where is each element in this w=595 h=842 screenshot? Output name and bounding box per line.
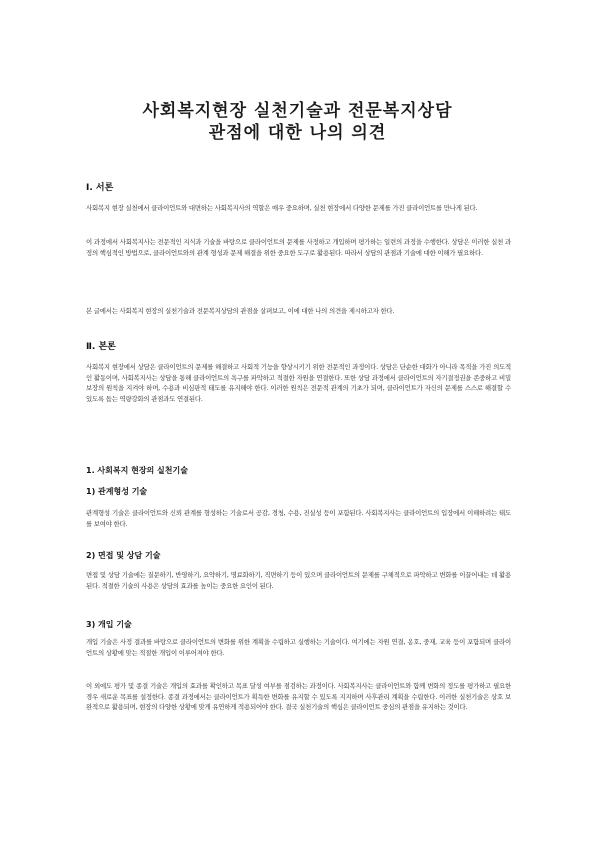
subheading-practice-skills: 1. 사회복지 현장의 실천기술 [86,466,188,475]
intro-paragraph-1: 사회복지 현장 실천에서 클라이언트와 대면하는 사회복지사의 역할은 매우 중요하며, 실천 현장에서 다양한 문제를 가진 클라이언트를 만나게 된다. [86,204,478,212]
body-paragraph-5: 이 외에도 평가 및 종결 기술은 개입의 효과를 확인하고 목표 달성 여부를 점검하는 과정이다. 사회복지사는 클라이언트와 함께 변화의 정도를 평가하고 필요한 경우 새로운 목표를 설정한다. 종결 과정에서는 클라이언트가 획득한 변화를 유지할 수 있도록 지지하며 사후관리 계획을 수립한다. 이러한 실천기술은 상호 보완적으로 활용되며, 현장의 다양한 상황에 맞게 유연하게 적용되어야 한다. 결국 실천기술의 핵심은 클라이언트 중심의 관점을 유지하는 것이다. [86,682,511,711]
body-paragraph-4: 개입 기술은 사정 결과를 바탕으로 클라이언트의 변화를 위한 계획을 수립하고 실행하는 기술이다. 여기에는 자원 연결, 옹호, 중재, 교육 등이 포함되며 클라이언트의 상황에 맞는 적절한 개입이 이루어져야 한다. [86,638,511,657]
body-paragraph-1: 사회복지 현장에서 상담은 클라이언트의 문제를 해결하고 사회적 기능을 향상시키기 위한 전문적인 과정이다. 상담은 단순한 대화가 아니라 목적을 가진 의도적인 활동이며, 사회복지사는 상담을 통해 클라이언트의 욕구를 파악하고 적절한 자원을 연결한다. 또한 상담 과정에서 클라이언트의 자기결정권을 존중하고 비밀보장의 원칙을 지켜야 하며, 수용과 비심판적 태도를 유지해야 한다. 이러한 원칙은 전문적 관계의 기초가 되며, 클라이언트가 자신의 문제를 스스로 해결할 수 있도록 돕는 역량강화의 관점과도 연결된다. [86,363,511,403]
intro-paragraph-2: 이 과정에서 사회복지사는 전문적인 지식과 기술을 바탕으로 클라이언트의 문제를 사정하고 개입하며 평가하는 일련의 과정을 수행한다. 상담은 이러한 실천 과정의 핵심적인 방법으로, 클라이언트와의 관계 형성과 문제 해결을 위한 중요한 도구로 활용된다. 따라서 상담의 관점과 기술에 대한 이해가 필요하다. [86,238,511,257]
section-heading-body: Ⅱ. 본론 [86,342,116,352]
subheading-intervention: 3) 개입 기술 [86,620,132,629]
document-title [60,100,535,144]
title-line-2: 관점에 대한 나의 의견 [208,123,387,143]
body-paragraph-3: 면접 및 상담 기술에는 질문하기, 반영하기, 요약하기, 명료화하기, 직면하기 등이 있으며 클라이언트의 문제를 구체적으로 파악하고 변화를 이끌어내는 데 활용된다. 적절한 기술의 사용은 상담의 효과를 높이는 중요한 요인이 된다. [86,571,511,590]
subheading-interview: 2) 면접 및 상담 기술 [86,551,161,560]
subheading-relationship: 1) 관계형성 기술 [86,487,148,496]
title-line-1: 사회복지현장 실천기술과 전문복지상담 [142,101,453,121]
body-paragraph-2: 관계형성 기술은 클라이언트와 신뢰 관계를 형성하는 기술로서 공감, 경청, 수용, 진실성 등이 포함된다. 사회복지사는 클라이언트의 입장에서 이해하려는 태도를 보여야 한다. [86,509,511,528]
section-heading-intro: Ⅰ. 서론 [86,183,114,193]
intro-paragraph-3: 본 글에서는 사회복지 현장의 실천기술과 전문복지상담의 관점을 살펴보고, 이에 대한 나의 의견을 제시하고자 한다. [86,307,395,315]
